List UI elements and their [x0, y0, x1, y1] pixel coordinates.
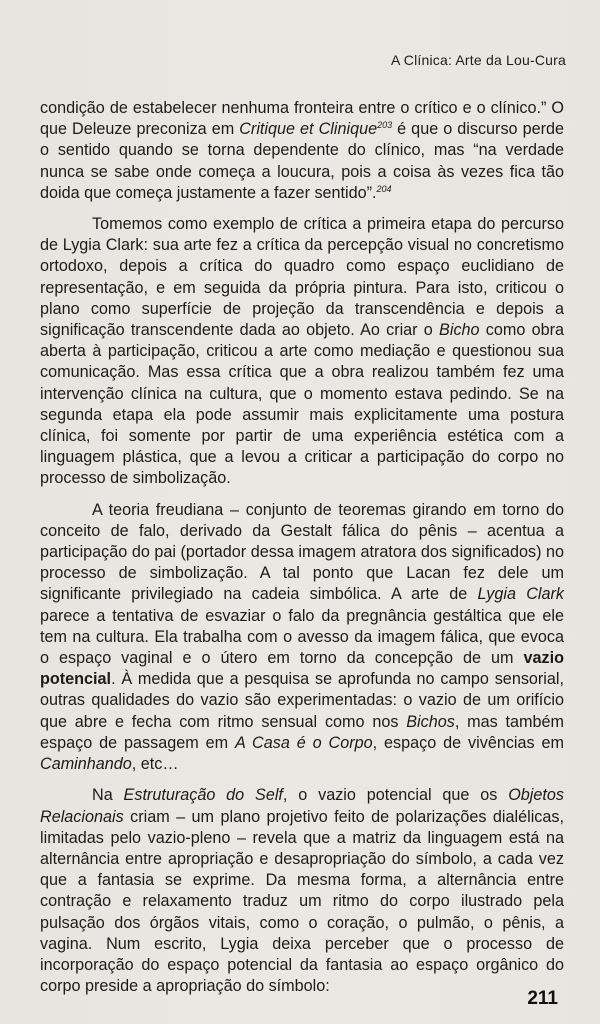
bold-text: vazio potencial [40, 649, 564, 689]
text-run: como obra aberta à participação, criticou a arte como mediação e questionou sua comunicação. Mas essa crítica que a obra realizou também fez uma intervenção clínica na cultura, que o momento estava pedindo. Se na segunda etapa ela pode assumir mais explicitamente uma postura clínica, foi somente por partir de uma experiência estética com a linguagem plástica, que a levou a criticar a participação do corpo no processo de simbolização. [40, 321, 564, 488]
text-run: Na [92, 786, 124, 805]
paragraph [40, 98, 564, 204]
text-run: parece a tentativa de esvaziar o falo da pregnância gestáltica que ele tem na cultura. Ela trabalha com o avesso da imagem fálica, que evoca o espaço vaginal e o útero em torno da concepção de um [40, 606, 564, 668]
text-run: condição de estabelecer nenhuma fronteira entre o crítico e o clínico.” O que Deleuze preconiza em [40, 99, 564, 139]
text-run: , o vazio potencial que os [282, 786, 509, 805]
italic-text: Objetos Relacionais [40, 786, 564, 826]
paragraph [40, 785, 564, 997]
footnote-ref: 203 [377, 120, 393, 131]
italic-text: Critique et Clinique [239, 120, 378, 139]
paragraph [40, 214, 564, 490]
page-number: 211 [527, 988, 558, 1009]
text-run: Tomemos como exemplo de crítica a primeira etapa do percurso de Lygia Clark: sua arte fez a crítica da percepção visual no concretismo ortodoxo, depois a crítica do quadro como espaço euclidiano de representação, e em seguida da própria pintura. Para isto, criticou o plano como superfície de projeção da transcendência e depois a significação transcendente dada ao objeto. Ao criar o [40, 215, 564, 340]
text-run: é que o discurso perde o sentido quando se torna dependente do clínico, mas “na verdade nunca se sabe onde começa a loucura, pois a coisa às vezes fica tão doida que começa justamente a fazer sentido”. [40, 120, 564, 202]
italic-text: A Casa é o Corpo [234, 733, 373, 752]
text-run: . À medida que a pesquisa se aprofunda no campo sensorial, outras qualidades do vazio são experimentadas: o vazio de um orifício que abre e fecha com ritmo sensual como nos [40, 670, 564, 731]
italic-text: Bichos [406, 712, 455, 731]
body-text [40, 98, 564, 1007]
text-run: A teoria freudiana – conjunto de teoremas girando em torno do conceito de falo, derivado da Gestalt fálica do pênis – acentua a participação do pai (portador dessa imagem atratora dos significados) no processo de simbolização. A tal ponto que Lacan fez dele um significante privilegiado na cadeia simbólica. A arte de [40, 500, 564, 604]
text-run: , espaço de vivências em [372, 733, 564, 752]
text-run: criam – um plano projetivo feito de polarizações dialélicas, limitadas pelo vazio-pleno – revela que a matriz da linguagem está na alternância entre apropriação e desapropriação do símbolo, a cada vez que a fantasia se exprime. Da mesma forma, a alternância entre contração e relaxamento traduz um ritmo do corpo ilustrado pela pulsação dos órgãos vitais, como o coração, o pulmão, o pênis, a vagina. Num escrito, Lygia deixa perceber que o processo de incorporação do espaço potencial da fantasia ao espaço orgânico do corpo preside a apropriação do símbolo: [40, 807, 564, 996]
paragraph [40, 500, 564, 776]
footnote-ref: 204 [376, 183, 392, 194]
text-run: , etc… [131, 755, 179, 774]
italic-text: Estruturação do Self [123, 786, 283, 805]
italic-text: Bicho [439, 321, 480, 340]
italic-text: Lygia Clark [477, 585, 564, 604]
running-head: A Clínica: Arte da Lou-Cura [390, 52, 566, 68]
italic-text: Caminhando [40, 755, 132, 774]
text-run: , mas também espaço de passagem em [40, 712, 564, 752]
